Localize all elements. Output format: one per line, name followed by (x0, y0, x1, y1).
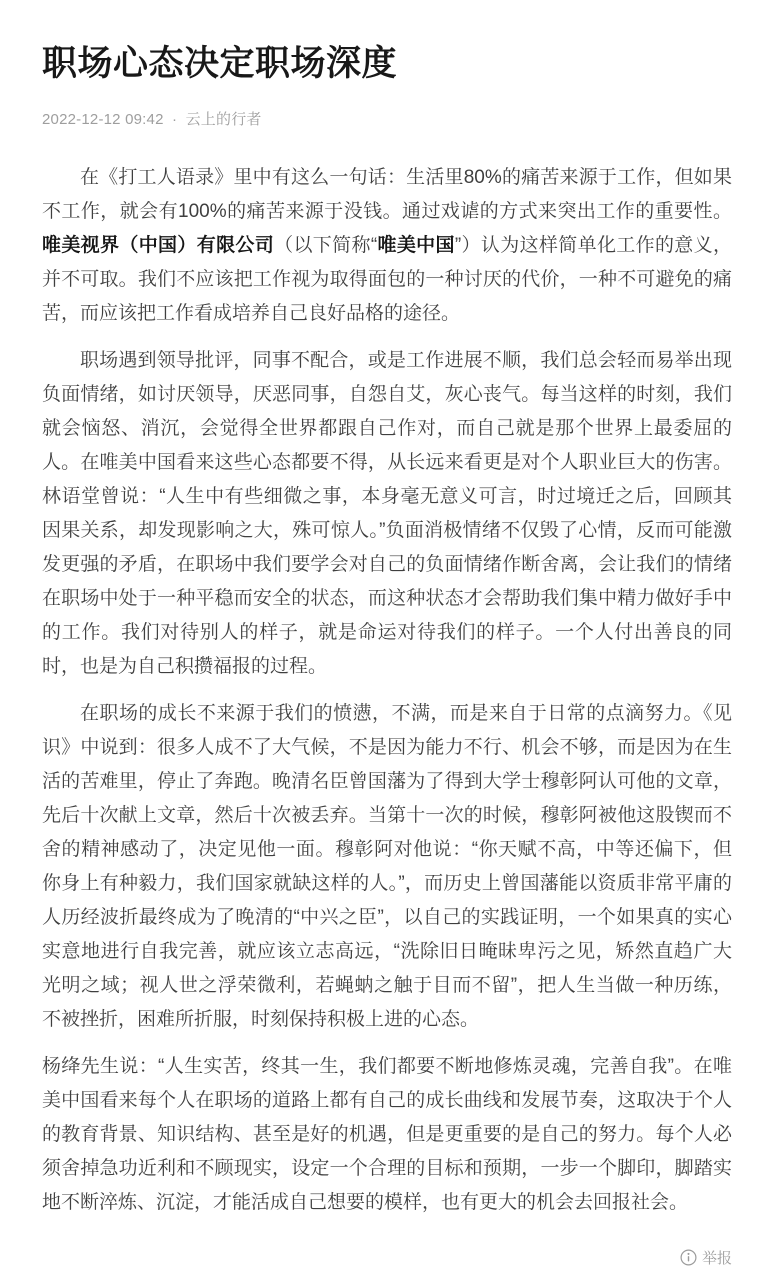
article-paragraph (42, 697, 732, 1037)
text-run: 杨绛先生说：“人生实苦，终其一生，我们都要不断地修炼灵魂，完善自我”。在唯美中国看来每个人在职场的道路上都有自己的成长曲线和发展节奏，这取决于个人的教育背景、知识结构、甚至是好的机遇，但是更重要的是自己的努力。每个人必须舍掉急功近利和不顾现实，设定一个合理的目标和预期，一步一个脚印，脚踏实地不断淬炼、沉淀，才能活成自己想要的模样，也有更大的机会去回报社会。 (42, 1055, 732, 1213)
text-run: 在职场的成长不来源于我们的愤懑，不满，而是来自于日常的点滴努力。《见识》中说到：很多人成不了大气候，不是因为能力不行、机会不够，而是因为在生活的苦难里，停止了奔跑。晚清名臣曾国藩为了得到大学士穆彰阿认可他的文章，先后十次献上文章，然后十次被丢弃。当第十一次的时候，穆彰阿被他这股锲而不舍的精神感动了，决定见他一面。穆彰阿对他说：“你天赋不高，中等还偏下，但你身上有种毅力，我们国家就缺这样的人。”，而历史上曾国藩能以资质非常平庸的人历经波折最终成为了晚清的“中兴之臣”，以自己的实践证明，一个如果真的实心实意地进行自我完善，就应该立志高远，“洗除旧日晻昧卑污之见，矫然直趋广大光明之域；视人世之浮荣微利，若蝇蚋之触于目而不留”，把人生当做一种历练，不被挫折，困难所折服，时刻保持积极上进的心态。 (42, 702, 732, 1030)
bold-text-run: 唯美中国 (377, 234, 455, 256)
bold-text-run: 唯美视界（中国）有限公司 (42, 234, 275, 256)
article-paragraph (42, 344, 732, 684)
article-footer (42, 1233, 732, 1276)
article-title: 职场心态决定职场深度 (42, 44, 398, 83)
report-button[interactable] (680, 1247, 732, 1268)
article-meta (42, 108, 732, 129)
text-run: ”）认为这样简单化工作的意义，并不可取。我们不应该把工作视为取得面包的一种讨厌的代价，一种不可避免的痛苦，而应该把工作看成培养自己良好品格的途径。 (42, 234, 732, 324)
article-paragraph (42, 161, 732, 331)
text-run: （以下简称“ (274, 234, 378, 256)
publish-datetime: 2022-12-12 09:42 (42, 110, 164, 128)
text-run: 职场遇到领导批评，同事不配合，或是工作进展不顺，我们总会轻而易举出现负面情绪，如讨厌领导，厌恶同事，自怨自艾，灰心丧气。每当这样的时刻，我们就会恼怒、消沉，会觉得全世界都跟自己作对，而自己就是那个世界上最委屈的人。在唯美中国看来这些心态都要不得，从长远来看更是对个人职业巨大的伤害。林语堂曾说：“人生中有些细微之事，本身毫无意义可言，时过境迁之后，回顾其因果关系，却发现影响之大，殊可惊人。”负面消极情绪不仅毁了心情，反而可能激发更强的矛盾，在职场中我们要学会对自己的负面情绪作断舍离，会让我们的情绪在职场中处于一种平稳而安全的状态，而这种状态才会帮助我们集中精力做好手中的工作。我们对待别人的样子，就是命运对待我们的样子。一个人付出善良的同时，也是为自己积攒福报的过程。 (42, 349, 732, 677)
report-label: 举报 (701, 1249, 732, 1267)
author-name: 云上的行者 (185, 110, 262, 128)
article-paragraph (42, 1050, 732, 1220)
text-run: 在《打工人语录》里中有这么一句话：生活里80%的痛苦来源于工作，但如果不工作，就会有100%的痛苦来源于没钱。通过戏谑的方式来突出工作的重要性。 (42, 166, 732, 222)
meta-separator: · (172, 110, 178, 128)
info-icon (680, 1249, 697, 1266)
article-body (42, 161, 732, 1233)
